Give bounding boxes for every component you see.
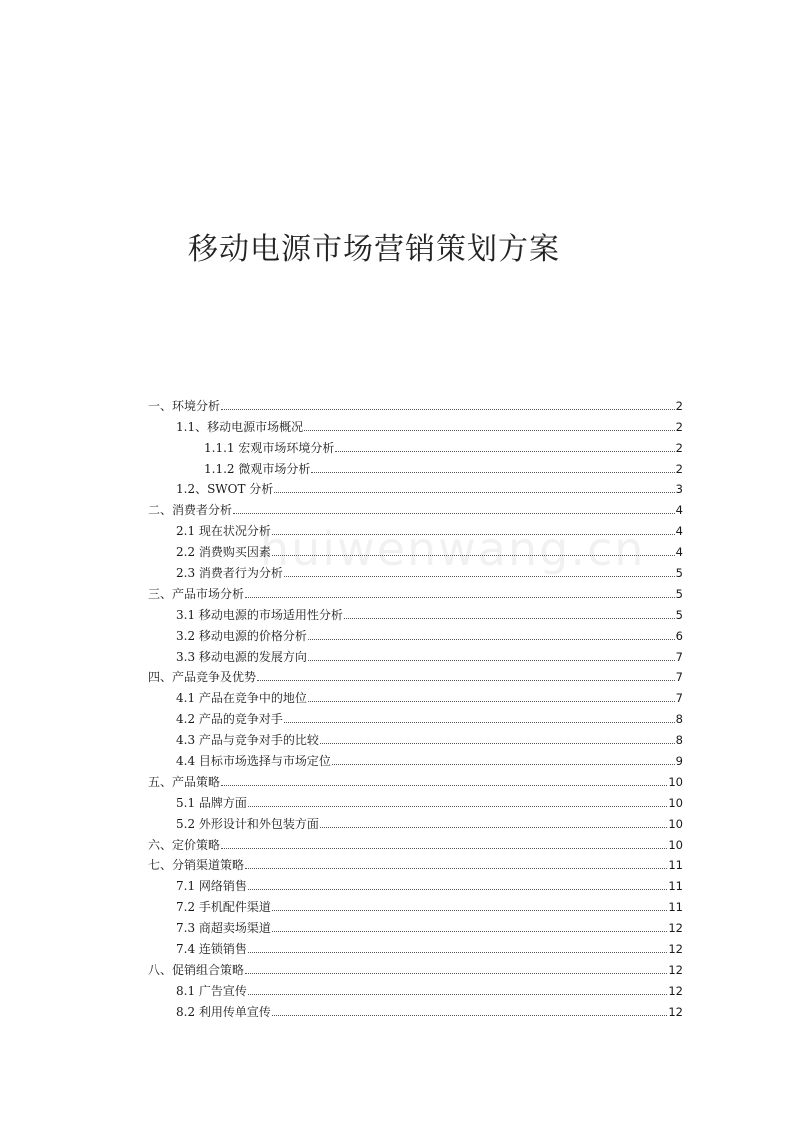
toc-entry-text: 5.1 品牌方面 <box>176 795 247 810</box>
toc-entry[interactable] <box>148 434 683 455</box>
toc-leader-dots <box>257 680 675 681</box>
toc-leader-dots <box>284 576 675 577</box>
toc-leader-dots <box>344 618 675 619</box>
table-of-contents <box>148 392 683 1019</box>
toc-page-number: 10 <box>668 816 683 831</box>
toc-entry[interactable] <box>148 496 683 517</box>
toc-page-number: 4 <box>675 524 683 539</box>
toc-entry-text: 八、促销组合策略 <box>148 962 245 977</box>
toc-entry-text: 2.2 消费购买因素 <box>176 545 271 560</box>
toc-leader-dots <box>248 806 667 807</box>
toc-entry[interactable] <box>148 789 683 810</box>
toc-leader-dots <box>221 409 675 410</box>
toc-leader-dots <box>308 660 675 661</box>
toc-entry-text: 二、消费者分析 <box>148 503 233 518</box>
toc-page-number: 5 <box>675 607 683 622</box>
toc-page-number: 2 <box>675 440 683 455</box>
toc-entry[interactable] <box>148 831 683 852</box>
toc-leader-dots <box>272 534 675 535</box>
toc-entry[interactable] <box>148 538 683 559</box>
toc-entry-text: 1.1.1 宏观市场环境分析 <box>204 440 335 455</box>
toc-leader-dots <box>221 848 667 849</box>
toc-leader-dots <box>332 764 675 765</box>
toc-leader-dots <box>308 701 675 702</box>
toc-entry[interactable] <box>148 559 683 580</box>
watermark: huiwenwang.cn <box>260 522 646 576</box>
toc-entry[interactable] <box>148 872 683 893</box>
toc-leader-dots <box>320 743 675 744</box>
toc-entry[interactable] <box>148 517 683 538</box>
toc-entry-text: 4.2 产品的竞争对手 <box>176 712 283 727</box>
toc-entry-text: 3.2 移动电源的价格分析 <box>176 628 307 643</box>
toc-leader-dots <box>233 513 675 514</box>
toc-page-number: 4 <box>675 545 683 560</box>
toc-page-number: 4 <box>675 503 683 518</box>
toc-entry[interactable] <box>148 664 683 685</box>
toc-page-number: 12 <box>668 921 683 936</box>
toc-entry-text: 7.2 手机配件渠道 <box>176 900 271 915</box>
toc-leader-dots <box>248 889 667 890</box>
toc-entry[interactable] <box>148 852 683 873</box>
toc-entry[interactable] <box>148 476 683 497</box>
toc-entry[interactable] <box>148 726 683 747</box>
toc-entry[interactable] <box>148 643 683 664</box>
toc-entry[interactable] <box>148 998 683 1019</box>
toc-page-number: 11 <box>668 900 683 915</box>
toc-page-number: 8 <box>675 712 683 727</box>
toc-entry-text: 5.2 外形设计和外包装方面 <box>176 816 319 831</box>
toc-entry[interactable] <box>148 684 683 705</box>
toc-page-number: 12 <box>668 942 683 957</box>
toc-page-number: 3 <box>675 482 683 497</box>
toc-leader-dots <box>272 1015 667 1016</box>
toc-entry[interactable] <box>148 893 683 914</box>
toc-entry[interactable] <box>148 810 683 831</box>
toc-page-number: 12 <box>668 1004 683 1019</box>
toc-entry[interactable] <box>148 601 683 622</box>
toc-page-number: 7 <box>675 670 683 685</box>
toc-page-number: 9 <box>675 754 683 769</box>
toc-entry[interactable] <box>148 914 683 935</box>
toc-leader-dots <box>274 492 674 493</box>
toc-page-number: 2 <box>675 419 683 434</box>
toc-entry[interactable] <box>148 580 683 601</box>
toc-leader-dots <box>272 555 675 556</box>
toc-entry-text: 8.1 广告宣传 <box>176 983 247 998</box>
toc-leader-dots <box>335 451 674 452</box>
toc-leader-dots <box>248 994 667 995</box>
toc-page-number: 2 <box>675 461 683 476</box>
toc-leader-dots <box>221 785 667 786</box>
toc-entry-text: 一、环境分析 <box>148 398 221 413</box>
toc-leader-dots <box>308 639 675 640</box>
toc-entry-text: 4.4 目标市场选择与市场定位 <box>176 754 331 769</box>
toc-page-number: 7 <box>675 649 683 664</box>
toc-entry-text: 五、产品策略 <box>148 774 221 789</box>
toc-leader-dots <box>245 868 667 869</box>
toc-entry[interactable] <box>148 956 683 977</box>
toc-page-number: 12 <box>668 983 683 998</box>
toc-entry-text: 1.2、SWOT 分析 <box>176 482 274 497</box>
toc-entry-text: 1.1.2 微观市场分析 <box>204 461 311 476</box>
toc-entry-text: 4.3 产品与竞争对手的比较 <box>176 733 319 748</box>
toc-leader-dots <box>304 430 675 431</box>
toc-entry-text: 3.3 移动电源的发展方向 <box>176 649 307 664</box>
toc-entry-text: 7.1 网络销售 <box>176 879 247 894</box>
toc-leader-dots <box>311 472 674 473</box>
toc-page-number: 10 <box>668 774 683 789</box>
toc-entry-text: 7.3 商超卖场渠道 <box>176 921 271 936</box>
toc-entry[interactable] <box>148 455 683 476</box>
toc-page-number: 10 <box>668 795 683 810</box>
toc-entry-text: 2.3 消费者行为分析 <box>176 566 283 581</box>
toc-entry-text: 七、分销渠道策略 <box>148 858 245 873</box>
toc-leader-dots <box>272 931 667 932</box>
toc-page-number: 8 <box>675 733 683 748</box>
toc-entry[interactable] <box>148 622 683 643</box>
toc-entry-text: 四、产品竞争及优势 <box>148 670 257 685</box>
toc-entry-text: 8.2 利用传单宣传 <box>176 1004 271 1019</box>
toc-page-number: 6 <box>675 628 683 643</box>
toc-page-number: 7 <box>675 691 683 706</box>
toc-entry[interactable] <box>148 935 683 956</box>
toc-leader-dots <box>320 827 667 828</box>
toc-page-number: 5 <box>675 586 683 601</box>
toc-page-number: 10 <box>668 837 683 852</box>
toc-page-number: 5 <box>675 566 683 581</box>
toc-page-number: 12 <box>668 962 683 977</box>
toc-page-number: 11 <box>668 879 683 894</box>
toc-entry-text: 4.1 产品在竞争中的地位 <box>176 691 307 706</box>
toc-entry[interactable] <box>148 413 683 434</box>
toc-leader-dots <box>272 910 667 911</box>
toc-entry[interactable] <box>148 977 683 998</box>
toc-entry-text: 2.1 现在状况分析 <box>176 524 271 539</box>
toc-entry-text: 三、产品市场分析 <box>148 586 245 601</box>
toc-entry[interactable] <box>148 768 683 789</box>
toc-entry-text: 六、定价策略 <box>148 837 221 852</box>
toc-entry-text: 7.4 连锁销售 <box>176 942 247 957</box>
toc-entry-text: 3.1 移动电源的市场适用性分析 <box>176 607 343 622</box>
toc-entry[interactable] <box>148 392 683 413</box>
toc-leader-dots <box>245 597 675 598</box>
toc-leader-dots <box>284 722 675 723</box>
toc-entry[interactable] <box>148 705 683 726</box>
toc-leader-dots <box>248 952 667 953</box>
document-title: 移动电源市场营销策划方案 <box>188 232 560 267</box>
toc-leader-dots <box>245 973 667 974</box>
toc-entry-text: 1.1、移动电源市场概况 <box>176 419 304 434</box>
toc-page-number: 11 <box>668 858 683 873</box>
toc-entry[interactable] <box>148 747 683 768</box>
toc-page-number: 2 <box>675 398 683 413</box>
